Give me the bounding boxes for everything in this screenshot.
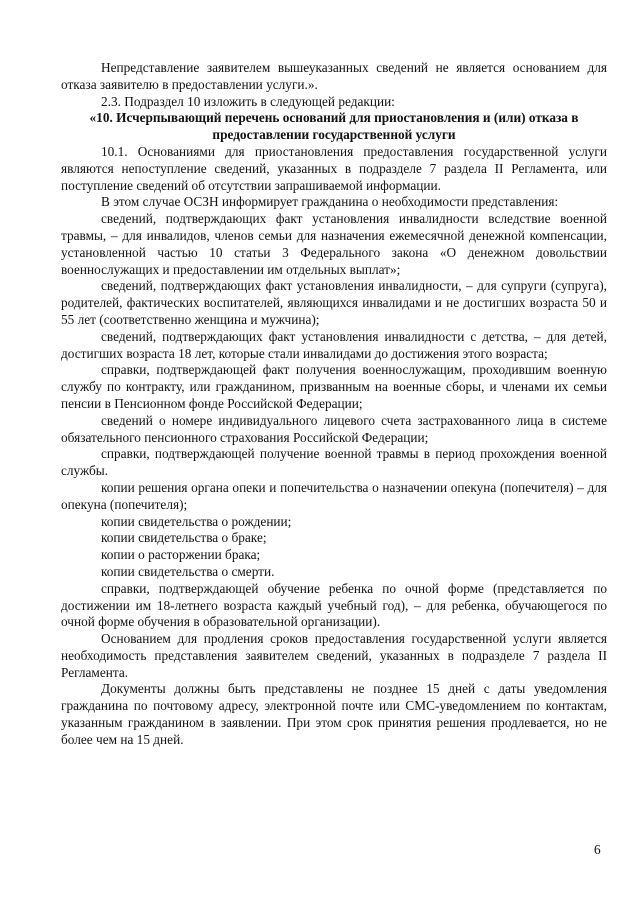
document-page <box>61 60 607 749</box>
list-item-disability-childhood: сведений, подтверждающих факт установления инвалидности с детства, – для детей, достигших возраста 18 лет, которые стали инвалидами до достижения этого возраста; <box>61 328 607 361</box>
page-number: 6 <box>594 842 601 857</box>
list-item-full-time-study: справки, подтверждающей обучение ребенка по очной форме (представляется по достижении им 18-летнего возраста каждый учебный год), – для ребенка, обучающегося по очной форме обучения в образовательной организации). <box>61 580 607 630</box>
list-item-personal-account-number: сведений о номере индивидуального лицевого счета застрахованного лица в системе обязательного пенсионного страхования Российской Федерации; <box>61 412 607 445</box>
section-10-heading: «10. Исчерпывающий перечень оснований для приостановления и (или) отказа в предоставлении государственной услуги <box>89 110 579 143</box>
list-item-divorce: копии о расторжении брака; <box>101 547 261 563</box>
list-item-disability-military-injury: сведений, подтверждающих факт установления инвалидности вследствие военной травмы, – для инвалидов, членов семьи для назначения ежемесячной денежной компенсации, установленной частью 10 статьи 3 Федерального закона «О денежном довольствии военнослужащих и предоставлении им отдельных выплат»; <box>61 211 607 277</box>
paragraph-amendment-2-3: 2.3. Подраздел 10 изложить в следующей редакции: <box>101 93 395 109</box>
paragraph-extension-grounds: Основанием для продления сроков предоставления государственной услуги является необходимость представления заявителем сведений, указанных в подразделе 7 раздела II Регламента. <box>61 631 607 680</box>
paragraph-10-1: 10.1. Основаниями для приостановления предоставления государственной услуги являются непоступление сведений, указанных в подразделе 7 раздела II Регламента, или поступление сведений об отсутствии запрашиваемой информации. <box>61 143 607 193</box>
list-item-guardianship-decision: копии решения органа опеки и попечительства о назначении опекуна (попечителя) – для опекуна (попечителя); <box>61 479 607 512</box>
paragraph-oszn-informs: В этом случае ОСЗН информирует гражданина о необходимости представления: <box>101 194 559 210</box>
paragraph-documents-deadline: Документы должны быть представлены не позднее 15 дней с даты уведомления гражданина по почтовому адресу, электронной почте или СМС-уведомлением по контактам, указанным гражданином в заявлении. При этом срок принятия решения продлевается, но не более чем на 15 дней. <box>61 681 607 747</box>
list-item-military-injury-certificate: справки, подтверждающей получение военной травмы в период прохождения военной службы. <box>61 446 607 479</box>
list-item-death-certificate: копии свидетельства о смерти. <box>101 563 275 579</box>
paragraph-nonsubmission-note: Непредставление заявителем вышеуказанных сведений не является основанием для отказа заявителю в предоставлении услуги.». <box>61 60 607 92</box>
list-item-pension-certificate: справки, подтверждающей факт получения военнослужащим, проходившим военную службу по контракту, или гражданином, призванным на военные сборы, и членами их семьи пенсии в Пенсионном фонде Российской Федерации; <box>61 362 607 411</box>
list-item-disability-spouse-parents: сведений, подтверждающих факт установления инвалидности, – для супруги (супруга), родителей, фактических воспитателей, являющихся инвалидами и не достигших возраста 50 и 55 лет (соответственно женщина и мужчина); <box>61 278 607 327</box>
list-item-birth-certificate: копии свидетельства о рождении; <box>101 513 292 529</box>
list-item-marriage-certificate: копии свидетельства о браке; <box>101 530 267 546</box>
